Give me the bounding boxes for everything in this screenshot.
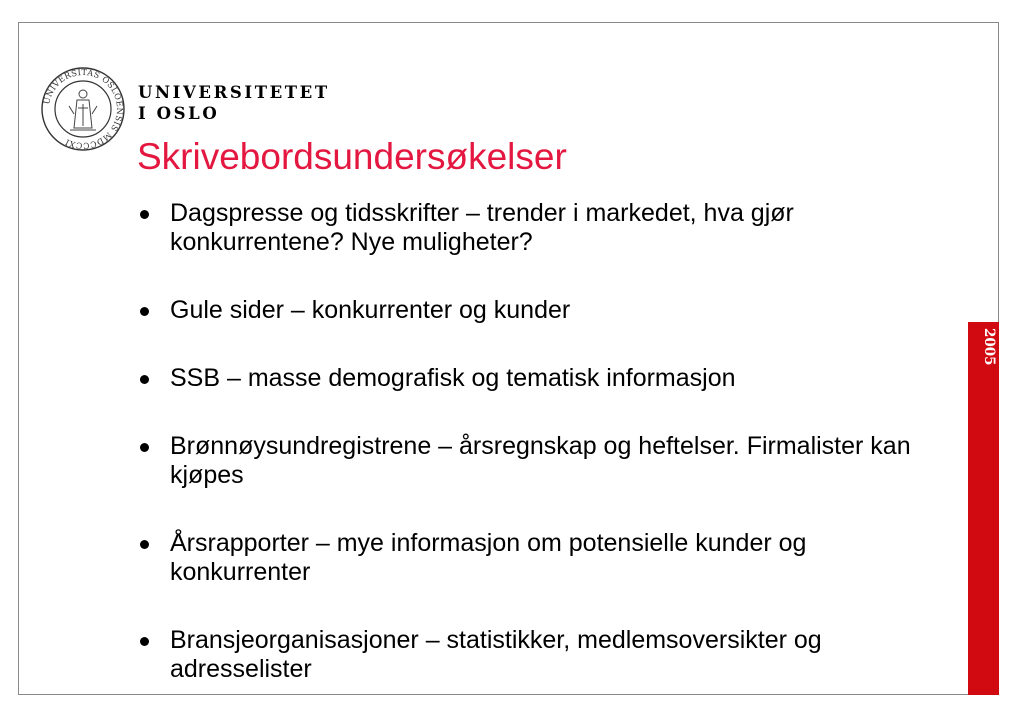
bullet-item xyxy=(135,529,935,587)
bullet-dot-icon xyxy=(140,375,149,384)
bullet-text: Årsrapporter – mye informasjon om potensielle kunder og konkurrenter xyxy=(170,529,807,586)
university-name-line1: UNIVERSITETET xyxy=(138,83,330,102)
bullet-text: Bransjeorganisasjoner – statistikker, medlemsoversikter og adresselister xyxy=(170,626,822,683)
bullet-dot-icon xyxy=(140,210,149,219)
bullet-text: Brønnøysundregistrene – årsregnskap og heftelser. Firmalister kan kjøpes xyxy=(170,432,911,489)
year-label: 2005 xyxy=(981,328,997,366)
bullet-item xyxy=(135,199,935,257)
bullet-item xyxy=(135,432,935,490)
bullet-item xyxy=(135,364,935,393)
bullet-text: Dagspresse og tidsskrifter – trender i markedet, hva gjør konkurrentene? Nye muligheter? xyxy=(170,199,794,256)
bullet-dot-icon xyxy=(140,443,149,452)
bullet-dot-icon xyxy=(140,307,149,316)
university-name xyxy=(138,82,330,124)
bullet-item xyxy=(135,296,935,325)
university-name-line2: I OSLO xyxy=(138,104,220,123)
bullet-item xyxy=(135,626,935,684)
slide-title: Skrivebordsundersøkelser xyxy=(137,136,567,177)
year-side-bar xyxy=(968,322,999,695)
bullet-dot-icon xyxy=(140,540,149,549)
bullet-list xyxy=(135,199,935,723)
bullet-dot-icon xyxy=(140,637,149,646)
svg-text:UNIVERSITAS OSLOENSIS MDCCCXI: UNIVERSITAS OSLOENSIS MDCCCXI xyxy=(41,66,126,152)
bullet-text: SSB – masse demografisk og tematisk informasjon xyxy=(170,364,736,392)
university-seal-logo xyxy=(40,66,126,152)
bullet-text: Gule sider – konkurrenter og kunder xyxy=(170,296,571,324)
